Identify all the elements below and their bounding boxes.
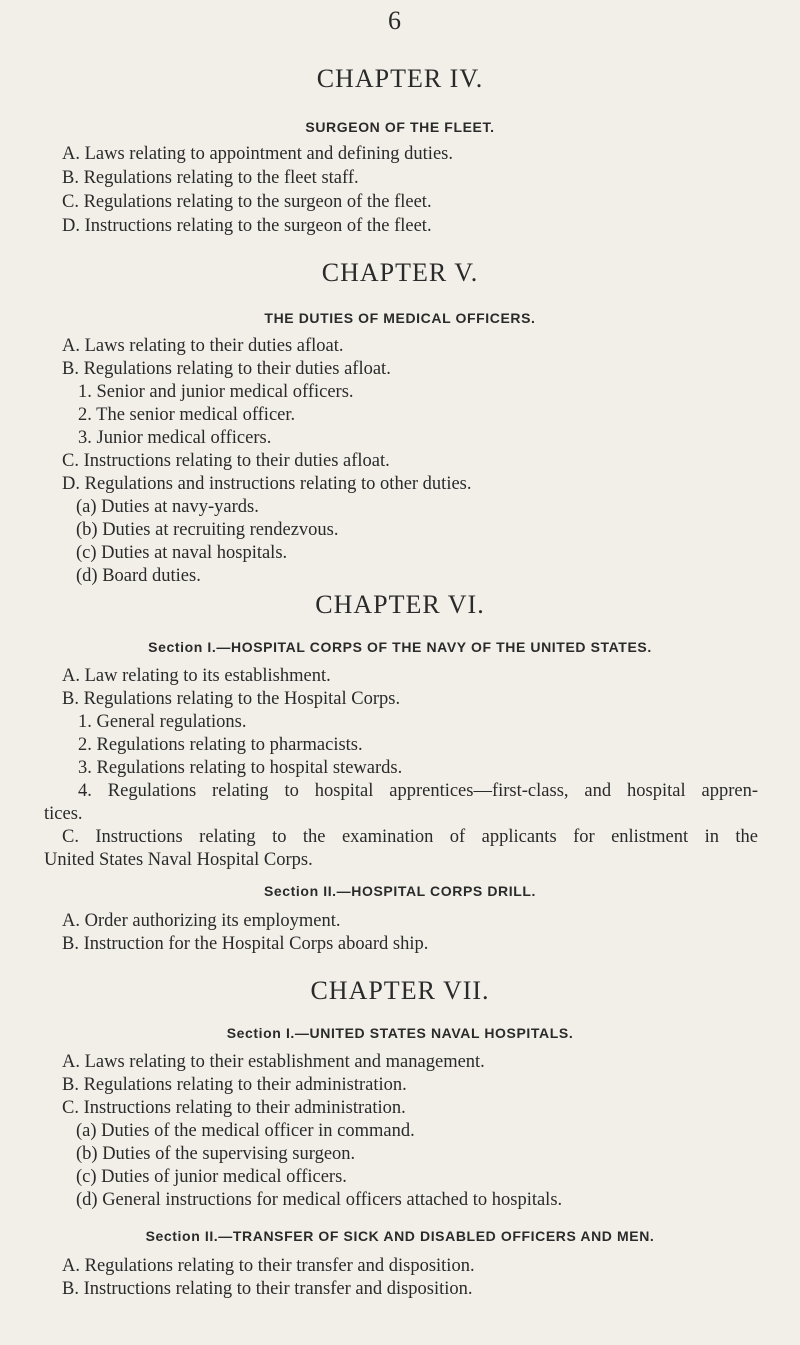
list-item: B. Regulations relating to the fleet staff. [62,168,359,188]
list-item: (a) Duties of the medical officer in command. [76,1121,415,1141]
list-item: A. Laws relating to their duties afloat. [62,336,344,356]
list-item: A. Order authorizing its employment. [62,911,341,931]
chapter-vi-section-1-heading: Section I.—HOSPITAL CORPS OF THE NAVY OF THE UNITED STATES. [148,639,652,655]
list-item: 3. Regulations relating to hospital stewards. [78,758,403,778]
list-item: C. Instructions relating to the examination of applicants for enlistment in the [62,827,758,847]
chapter-iv-subtitle: SURGEON OF THE FLEET. [305,119,495,135]
chapter-vi-title: CHAPTER VI. [315,590,485,619]
list-item: 4. Regulations relating to hospital apprentices—first-class, and hospital appren- [78,781,758,801]
list-item-continuation: tices. [44,804,83,824]
list-item: A. Regulations relating to their transfer and disposition. [62,1256,475,1276]
list-item: (a) Duties at navy-yards. [76,497,259,517]
list-item: (b) Duties at recruiting rendezvous. [76,520,339,540]
list-item: B. Regulations relating to the Hospital Corps. [62,689,401,709]
list-item: (c) Duties of junior medical officers. [76,1167,347,1187]
list-item: D. Regulations and instructions relating to other duties. [62,474,472,494]
list-item-continuation: United States Naval Hospital Corps. [44,850,313,870]
chapter-vii-section-2-heading: Section II.—TRANSFER OF SICK AND DISABLED OFFICERS AND MEN. [145,1228,655,1244]
list-item: 3. Junior medical officers. [78,428,272,448]
list-item: C. Instructions relating to their duties afloat. [62,451,390,471]
list-item: 1. General regulations. [78,712,247,732]
list-item: A. Laws relating to appointment and defining duties. [62,144,453,164]
chapter-vi-section-2-heading: Section II.—HOSPITAL CORPS DRILL. [263,883,537,899]
chapter-iv-title: CHAPTER IV. [316,64,484,93]
list-item: A. Law relating to its establishment. [62,666,331,686]
page-number: 6 [388,6,401,35]
list-item: B. Regulations relating to their administration. [62,1075,407,1095]
chapter-vii-title: CHAPTER VII. [310,976,490,1005]
list-item: (d) General instructions for medical officers attached to hospitals. [76,1190,563,1210]
list-item: B. Instructions relating to their transfer and disposition. [62,1279,473,1299]
list-item: 2. Regulations relating to pharmacists. [78,735,363,755]
chapter-v-subtitle: THE DUTIES OF MEDICAL OFFICERS. [264,310,536,326]
chapter-v-title: CHAPTER V. [321,258,479,287]
list-item: 2. The senior medical officer. [78,405,296,425]
list-item: B. Instruction for the Hospital Corps aboard ship. [62,934,429,954]
list-item: C. Regulations relating to the surgeon of the fleet. [62,192,432,212]
list-item: (b) Duties of the supervising surgeon. [76,1144,356,1164]
list-item: C. Instructions relating to their administration. [62,1098,406,1118]
chapter-vii-section-1-heading: Section I.—UNITED STATES NAVAL HOSPITALS. [226,1025,574,1041]
list-item: (c) Duties at naval hospitals. [76,543,288,563]
list-item: D. Instructions relating to the surgeon of the fleet. [62,216,432,236]
list-item: (d) Board duties. [76,566,201,586]
list-item: A. Laws relating to their establishment and management. [62,1052,485,1072]
list-item: B. Regulations relating to their duties afloat. [62,359,391,379]
list-item: 1. Senior and junior medical officers. [78,382,354,402]
